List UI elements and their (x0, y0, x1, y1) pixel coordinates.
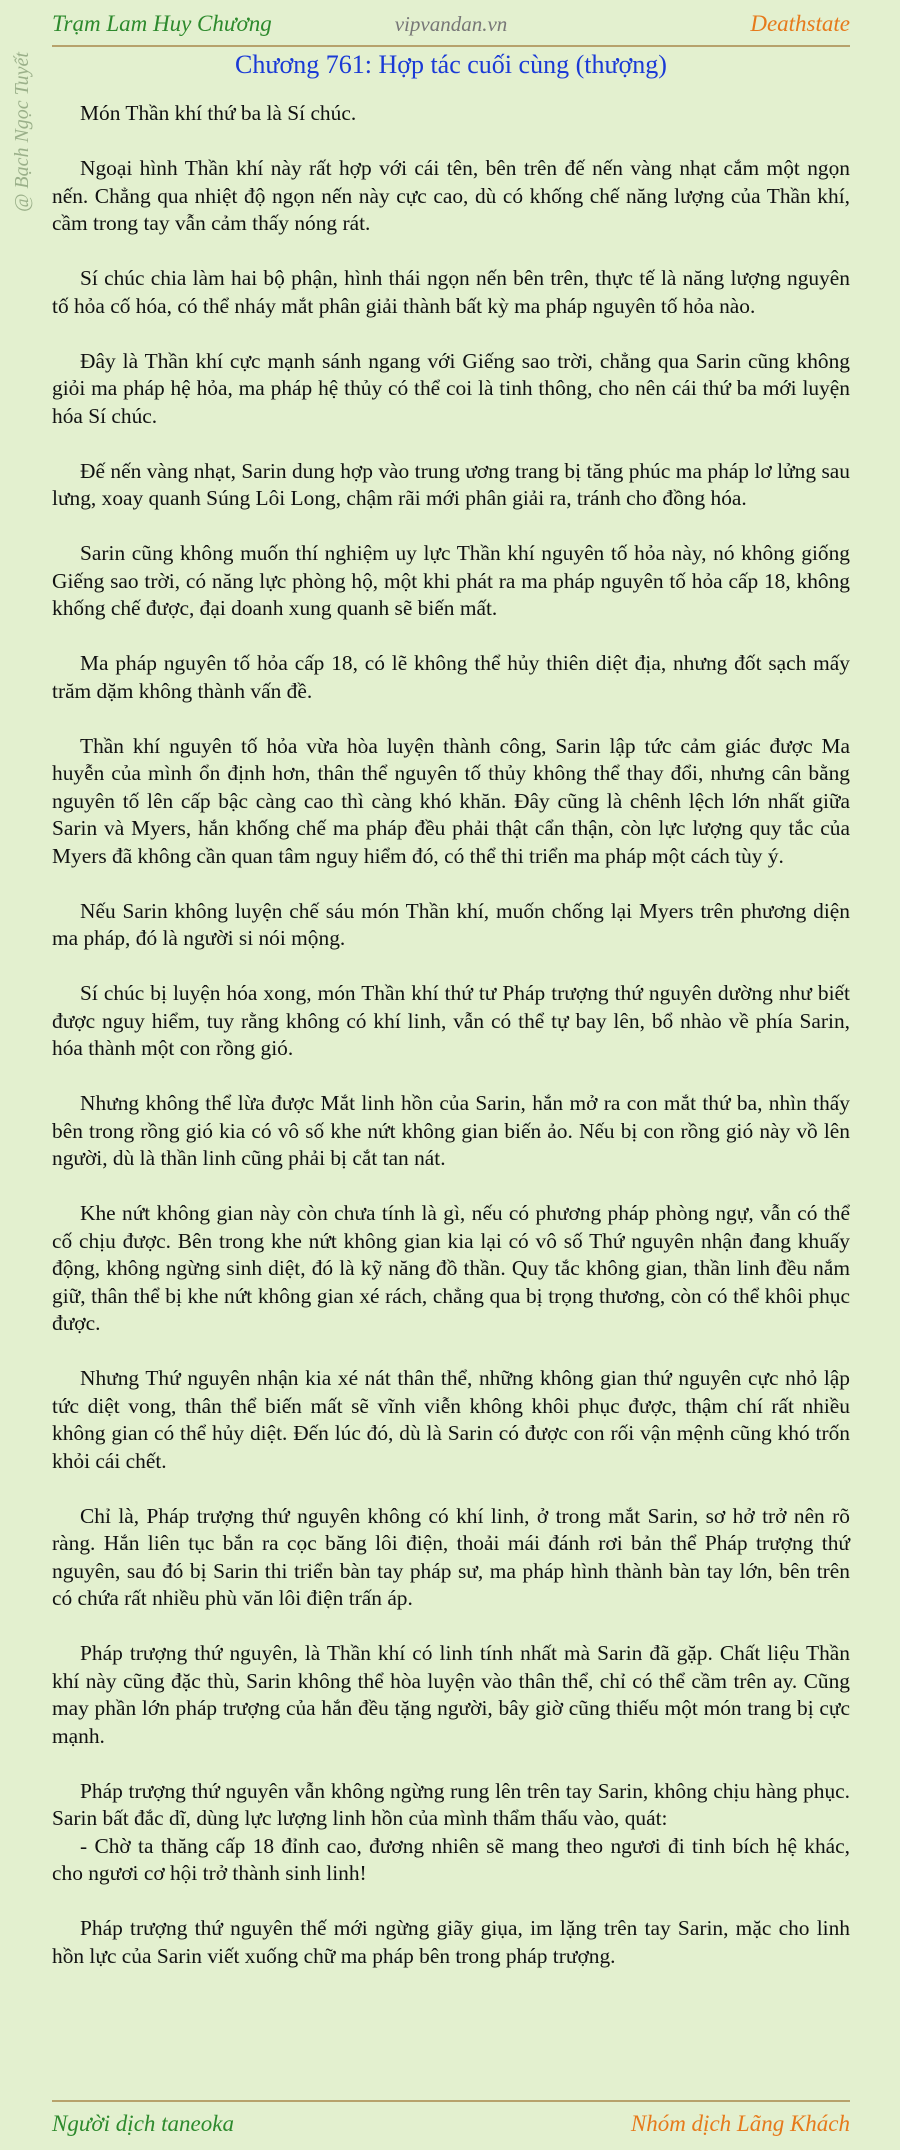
paragraph: Thần khí nguyên tố hỏa vừa hòa luyện thành công, Sarin lập tức cảm giác được Ma huyễn của mình ổn định hơn, thân thể nguyên tố thủy không thể thay đổi, nhưng cân bằng nguyên tố lên cấp bậc càng cao thì càng khó khăn. Đây cũng là chênh lệch lớn nhất giữa Sarin và Myers, hắn khống chế ma pháp đều phải thật cẩn thận, còn lực lượng quy tắc của Myers đã không cần quan tâm nguy hiểm đó, có thể thi triển ma pháp một cách tùy ý. (52, 733, 850, 868)
side-watermark (8, 52, 38, 262)
side-credit-text: @ Bạch Ngọc Tuyết (11, 52, 33, 213)
paragraph: Ngoại hình Thần khí này rất hợp với cái tên, bên trên đế nến vàng nhạt cắm một ngọn nến. Chẳng qua nhiệt độ ngọn nến này cực cao, dù có khống chế năng lượng của Thần khí, cầm trong tay vẫn cảm thấy nóng rát. (52, 156, 850, 235)
paragraph: Chỉ là, Pháp trượng thứ nguyên không có khí linh, ở trong mắt Sarin, sơ hở trở nên rõ ràng. Hắn liên tục bắn ra cọc băng lôi điện, thoải mái đánh rơi bản thể Pháp trượng thứ nguyên, sau đó bị Sarin thi triển bàn tay pháp sư, ma pháp hình thành bàn tay lớn, bên trên có chứa rất nhiều phù văn lôi điện trấn áp. (52, 1503, 850, 1610)
quote-intro-paragraph: Pháp trượng thứ nguyên vẫn không ngừng rung lên trên tay Sarin, không chịu hàng phục. Sarin bất đắc dĩ, dùng lực lượng linh hồn của mình thẩm thấu vào, quát: (52, 1778, 850, 1830)
header-site-name: Trạm Lam Huy Chương (52, 11, 272, 36)
paragraph: Nếu Sarin không luyện chế sáu món Thần khí, muốn chống lại Myers trên phương diện ma pháp, đó là người si nói mộng. (52, 898, 850, 950)
footer-translator: Người dịch taneoka (52, 2111, 234, 2136)
paragraph: Ma pháp nguyên tố hỏa cấp 18, có lẽ không thể hủy thiên diệt địa, nhưng đốt sạch mấy trăm dặm không thành vấn đề. (52, 651, 850, 703)
paragraph: Khe nứt không gian này còn chưa tính là gì, nếu có phương pháp phòng ngự, vẫn có thể cố chịu được. Bên trong khe nứt không gian kia lại có vô số Thứ nguyên nhận đang khuấy động, không ngừng sinh diệt, đó là kỹ năng đồ thần. Quy tắc không gian, thần linh đều nắm giữ, thân thể bị khe nứt không gian xé rách, chẳng qua bị trọng thương, còn có thể khôi phục được. (52, 1201, 850, 1335)
paragraph: Nhưng không thể lừa được Mắt linh hồn của Sarin, hắn mở ra con mắt thứ ba, nhìn thấy bên trong rồng gió kia có vô số khe nứt không gian biến ảo. Nếu bị con rồng gió này vồ lên người, dù là thần linh cũng phải bị cắt tan nát. (52, 1091, 850, 1170)
paragraph: Đây là Thần khí cực mạnh sánh ngang với Giếng sao trời, chẳng qua Sarin cũng không giỏi ma pháp hệ hỏa, ma pháp hệ thủy có thể coi là tinh thông, cho nên cái thứ ba mới luyện hóa Sí chúc. (52, 348, 850, 428)
paragraph: Pháp trượng thứ nguyên, là Thần khí có linh tính nhất mà Sarin đã gặp. Chất liệu Thần khí này cũng đặc thù, Sarin không thể hòa luyện vào thân thể, chỉ có thể cầm trên ay. Cũng may phần lớn pháp trượng của hắn đều tặng người, bây giờ cũng thiếu một món trang bị cực mạnh. (52, 1641, 850, 1748)
dialog-line: - Chờ ta thăng cấp 18 đỉnh cao, đương nhiên sẽ mang theo ngươi đi tinh bích hệ khác, cho ngươi cơ hội trở thành sinh linh! (52, 1833, 850, 1885)
paragraph: Sarin cũng không muốn thí nghiệm uy lực Thần khí nguyên tố hỏa này, nó không giống Giếng sao trời, có năng lực phòng hộ, một khi phát ra ma pháp nguyên tố hỏa cấp 18, không khống chế được, đại doanh xung quanh sẽ biến mất. (52, 541, 850, 620)
final-paragraph: Pháp trượng thứ nguyên thế mới ngừng giãy giụa, im lặng trên tay Sarin, mặc cho linh hồn lực của Sarin viết xuống chữ ma pháp bên trong pháp trượng. (52, 1916, 850, 1968)
page-header (52, 8, 850, 42)
footer-group: Nhóm dịch Lãng Khách (630, 2111, 850, 2136)
page-footer (52, 2107, 850, 2143)
header-divider (52, 45, 850, 47)
chapter-title: Chương 761: Hợp tác cuối cùng (thượng) (235, 50, 667, 79)
paragraph: Món Thần khí thứ ba là Sí chúc. (80, 101, 357, 125)
footer-divider (52, 2100, 850, 2102)
header-website: vipvandan.vn (394, 12, 508, 36)
paragraph: Đế nến vàng nhạt, Sarin dung hợp vào trung ương trang bị tăng phúc ma pháp lơ lửng sau lưng, xoay quanh Súng Lôi Long, chậm rãi mới phân giải ra, tránh cho đồng hóa. (52, 458, 850, 510)
paragraph: Sí chúc bị luyện hóa xong, món Thần khí thứ tư Pháp trượng thứ nguyên dường như biết được nguy hiểm, tuy rằng không có khí linh, vẫn có thể tự bay lên, bổ nhào về phía Sarin, hóa thành một con rồng gió. (52, 981, 850, 1060)
header-author: Deathstate (750, 11, 850, 36)
paragraph: Sí chúc chia làm hai bộ phận, hình thái ngọn nến bên trên, thực tế là năng lượng nguyên tố hỏa cố hóa, có thể nháy mắt phân giải thành bất kỳ ma pháp nguyên tố hỏa nào. (52, 266, 850, 318)
paragraph: Nhưng Thứ nguyên nhận kia xé nát thân thể, những không gian thứ nguyên cực nhỏ lập tức diệt vong, thân thể biến mất sẽ vĩnh viễn không khôi phục được, thậm chí rất nhiều không gian có thể hủy diệt. Đến lúc đó, dù là Sarin có được con rối vận mệnh cũng khó trốn khỏi cái chết. (52, 1366, 850, 1473)
chapter-body (52, 100, 850, 1998)
